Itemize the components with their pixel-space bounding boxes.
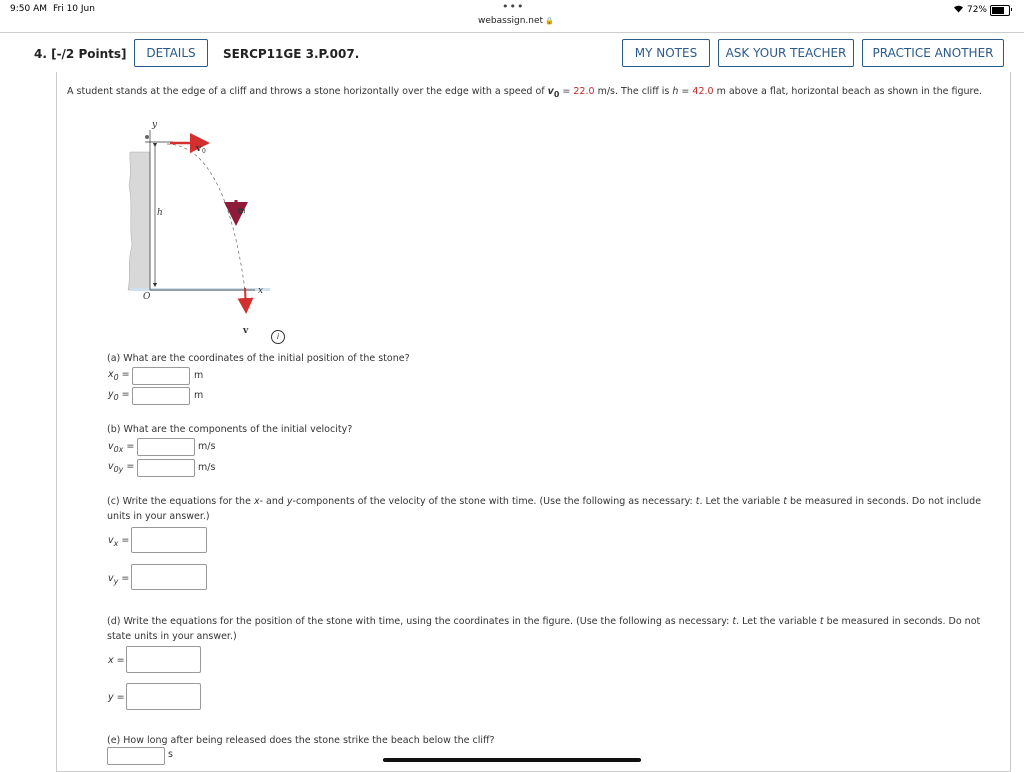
- g-label: g: [236, 207, 246, 214]
- equals: =: [678, 86, 693, 97]
- time-unit: s: [168, 749, 173, 760]
- x0-input[interactable]: [132, 367, 190, 385]
- x-input[interactable]: [126, 646, 201, 673]
- v0y-input[interactable]: [137, 459, 195, 477]
- question-text: . Let the variable: [699, 496, 784, 507]
- status-bar: [0, 0, 1024, 32]
- vx-symbol: v: [108, 535, 114, 546]
- question-number: 4. [-/2 Points]: [34, 47, 127, 61]
- vy-symbol: v: [108, 573, 114, 584]
- v0-label-sub: 0: [202, 148, 206, 155]
- divider: [0, 32, 1024, 33]
- vy-label: [108, 573, 129, 586]
- v0y-label: [108, 461, 134, 474]
- wifi-icon: [953, 4, 964, 16]
- y0-input[interactable]: [132, 387, 190, 405]
- t-var: t: [695, 496, 700, 507]
- v0y-unit: m/s: [198, 462, 216, 473]
- beach: [130, 288, 270, 291]
- url-bar[interactable]: [478, 16, 554, 26]
- x-axis-label: x: [258, 286, 264, 296]
- more-dots-icon[interactable]: •••: [502, 0, 525, 13]
- y0-subscript: 0: [113, 392, 119, 402]
- x-var: x: [253, 496, 260, 507]
- lock-icon: 🔒: [545, 17, 554, 25]
- question-text: - and: [259, 496, 287, 507]
- v0-label: v: [196, 144, 202, 154]
- vy-subscript: y: [113, 576, 119, 586]
- question-text: be measured in seconds. Do not include units in your answer.): [107, 496, 982, 522]
- y-axis-label: y: [152, 120, 158, 130]
- equals: =: [118, 535, 130, 546]
- trajectory: [167, 144, 245, 290]
- date: Fri 10 Jun: [53, 4, 95, 14]
- vx-subscript: x: [113, 538, 119, 548]
- h-label: h: [157, 208, 163, 218]
- x-symbol: x: [108, 655, 114, 666]
- details-button[interactable]: DETAILS: [134, 39, 208, 67]
- x0-unit: m: [194, 370, 204, 381]
- v0-value: 22.0: [573, 86, 595, 97]
- v0x-label: [108, 441, 134, 454]
- time-input[interactable]: [107, 747, 165, 765]
- v0-subscript: 0: [553, 89, 560, 99]
- practice-another-button[interactable]: PRACTICE ANOTHER: [862, 39, 1004, 67]
- y0-label: [108, 389, 130, 402]
- v0-symbol: v: [547, 86, 554, 97]
- origin-label: O: [143, 292, 151, 302]
- battery-status: [953, 4, 1010, 16]
- question-text: -components of the velocity of the stone with time. (Use the following as necessary:: [292, 496, 696, 507]
- my-notes-button[interactable]: MY NOTES: [622, 39, 710, 67]
- y-label: [108, 692, 125, 703]
- t-var: t: [732, 616, 737, 627]
- problem-text: A student stands at the edge of a cliff and throws a stone horizontally over the edge with a speed of: [67, 86, 548, 97]
- v0x-subscript: 0x: [113, 444, 124, 454]
- status-time: [10, 4, 95, 14]
- equals: =: [559, 86, 574, 97]
- problem-text: m/s. The cliff is: [594, 86, 673, 97]
- part-d-question: [107, 614, 1002, 644]
- question-text: (c) Write the equations for the: [107, 496, 254, 507]
- problem-text: m above a flat, horizontal beach as shown in the figure.: [713, 86, 983, 97]
- battery-icon: [990, 5, 1010, 16]
- part-b-question: (b) What are the components of the initial velocity?: [107, 424, 353, 435]
- problem-statement: [67, 84, 997, 103]
- battery-percent: 72%: [966, 5, 987, 15]
- equals: =: [113, 692, 125, 703]
- info-icon[interactable]: i: [271, 330, 285, 344]
- question-header: [0, 38, 1024, 70]
- part-a-question: (a) What are the coordinates of the initial position of the stone?: [107, 353, 410, 364]
- v-label: v: [243, 326, 249, 336]
- equals: =: [118, 573, 130, 584]
- clock: 9:50 AM: [10, 4, 47, 14]
- cliff: [128, 152, 150, 290]
- url-text[interactable]: webassign.net: [478, 16, 544, 26]
- x0-symbol: x: [108, 369, 114, 380]
- question-text: (d) Write the equations for the position of the stone with time, using the coordinates in the figure. (Use the following as necessary:: [107, 616, 733, 627]
- v0x-unit: m/s: [198, 441, 216, 452]
- vx-label: [108, 535, 129, 548]
- question-text: . Let the variable: [736, 616, 820, 627]
- vy-input[interactable]: [131, 564, 207, 590]
- equals: =: [123, 441, 135, 452]
- student: [145, 135, 149, 139]
- h-value: 42.0: [692, 86, 714, 97]
- equals: =: [118, 369, 130, 380]
- y0-unit: m: [194, 390, 204, 401]
- y-symbol: y: [108, 692, 114, 703]
- v0y-symbol: v: [108, 461, 114, 472]
- cliff-figure: [105, 115, 305, 345]
- v0x-input[interactable]: [137, 438, 195, 456]
- y-input[interactable]: [126, 683, 201, 710]
- v0x-symbol: v: [108, 441, 114, 452]
- x0-subscript: 0: [113, 372, 119, 382]
- v-arrow: [245, 288, 246, 310]
- question-text: be measured in seconds. Do not state units in your answer.): [107, 616, 981, 642]
- question-code: SERCP11GE 3.P.007.: [223, 47, 360, 61]
- part-c-question: [107, 494, 987, 524]
- ask-teacher-button[interactable]: ASK YOUR TEACHER: [718, 39, 854, 67]
- h-symbol: h: [672, 86, 679, 97]
- y0-symbol: y: [108, 389, 114, 400]
- t-var: t: [783, 496, 787, 507]
- x-label: [108, 655, 125, 666]
- x0-label: [108, 369, 130, 382]
- equals: =: [123, 461, 135, 472]
- y-var: y: [286, 496, 293, 507]
- vx-input[interactable]: [131, 527, 207, 553]
- part-e-question: (e) How long after being released does the stone strike the beach below the cliff?: [107, 735, 495, 746]
- t-var: t: [819, 616, 824, 627]
- equals: =: [118, 389, 130, 400]
- equals: =: [113, 655, 125, 666]
- home-indicator[interactable]: [383, 758, 641, 762]
- v0y-subscript: 0y: [113, 464, 124, 474]
